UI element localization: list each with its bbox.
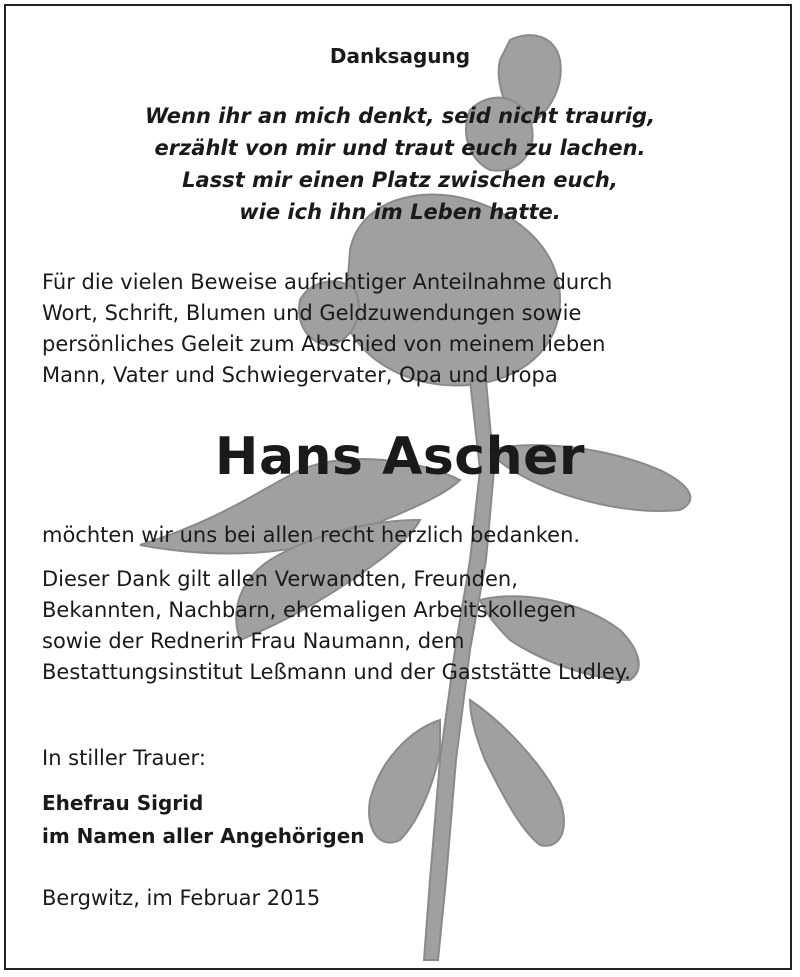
notice-title: Danksagung: [329, 44, 471, 68]
place-date: Bergwitz, im Februar 2015: [42, 886, 321, 910]
signature: [42, 787, 365, 853]
signature-line: Ehefrau Sigrid: [42, 791, 204, 815]
thanks-detail-line: sowie der Rednerin Frau Naumann, dem: [42, 629, 465, 653]
poem-line: Lasst mir einen Platz zwischen euch,: [182, 168, 618, 192]
intro-line: persönliches Geleit zum Abschied von meinem lieben: [42, 332, 606, 356]
thanks-detail: [42, 564, 631, 688]
intro-line: Mann, Vater und Schwiegervater, Opa und Uropa: [42, 363, 558, 387]
thanks-detail-line: Bestattungsinstitut Leßmann und der Gaststätte Ludley.: [42, 660, 631, 684]
thanks-line: möchten wir uns bei allen recht herzlich bedanken.: [42, 523, 581, 547]
closing-text: In stiller Trauer:: [42, 746, 206, 770]
intro-line: Für die vielen Beweise aufrichtiger Anteilnahme durch: [42, 270, 613, 294]
poem-line: erzählt von mir und traut euch zu lachen.: [154, 136, 646, 160]
poem: [0, 100, 800, 228]
thanks-detail-line: Bekannten, Nachbarn, ehemaligen Arbeitskollegen: [42, 598, 577, 622]
intro-paragraph: [42, 267, 612, 391]
poem-line: wie ich ihn im Leben hatte.: [239, 200, 561, 224]
thanks-detail-line: Dieser Dank gilt allen Verwandten, Freunden,: [42, 567, 518, 591]
intro-line: Wort, Schrift, Blumen und Geldzuwendungen sowie: [42, 301, 582, 325]
poem-line: Wenn ihr an mich denkt, seid nicht traurig,: [144, 104, 656, 128]
signature-line: im Namen aller Angehörigen: [42, 824, 365, 848]
deceased-name: Hans Ascher: [214, 427, 586, 487]
